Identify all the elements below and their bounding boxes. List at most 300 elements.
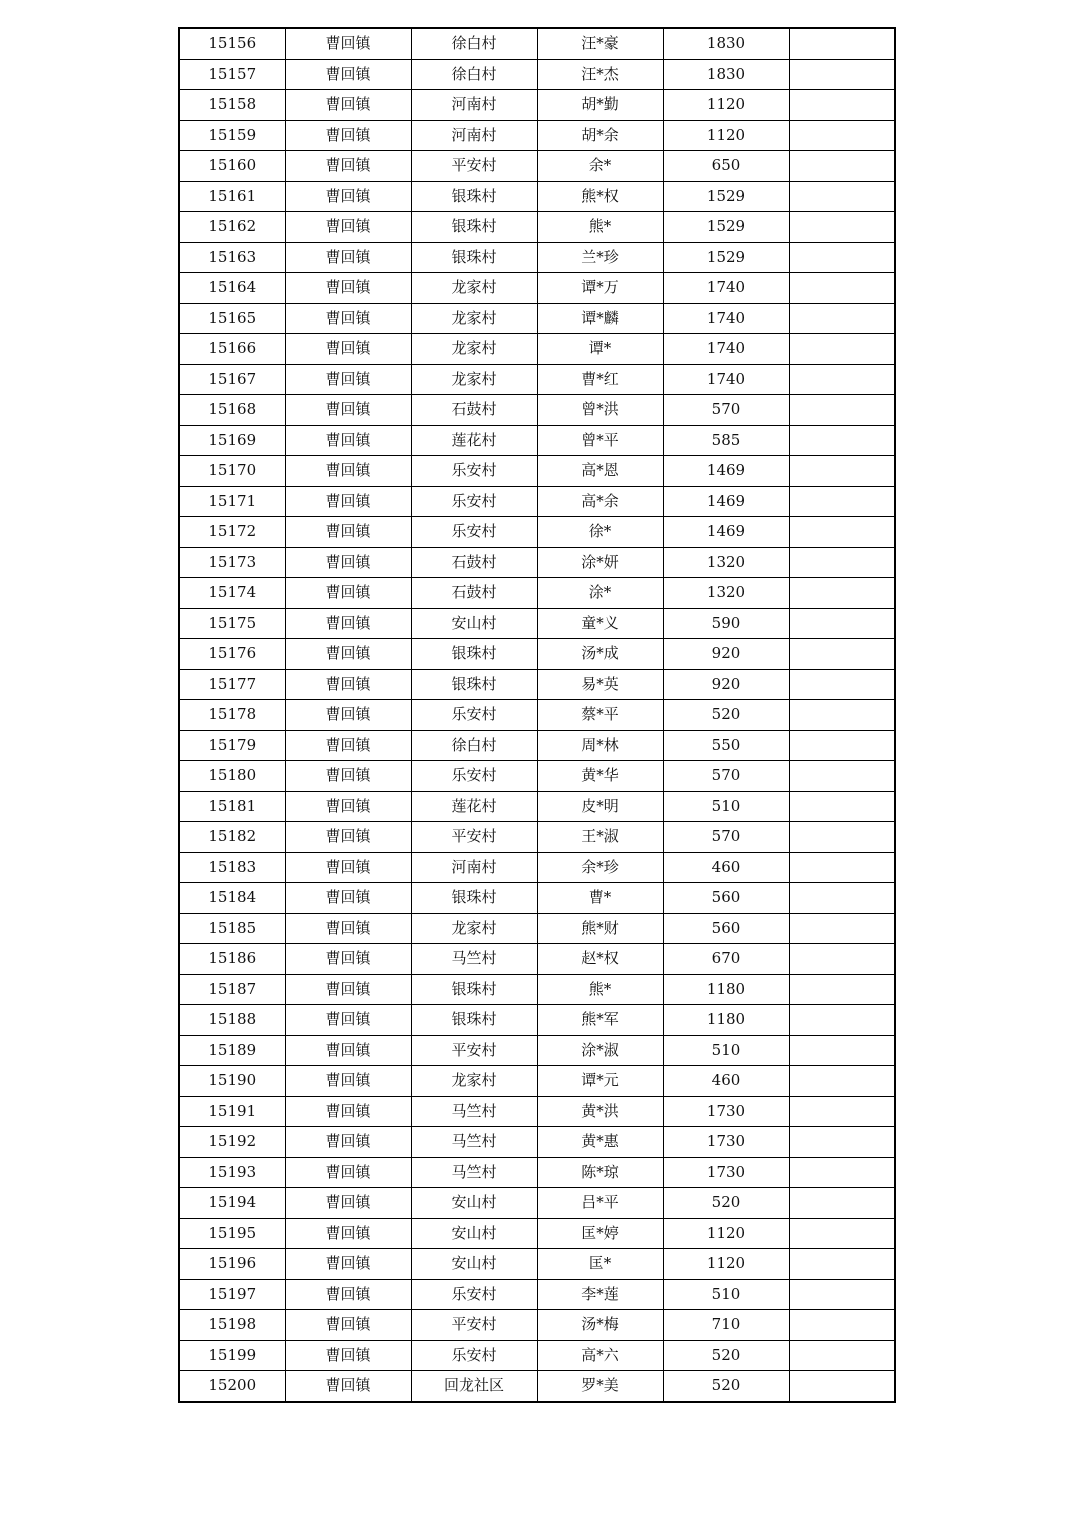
village-cell: 平安村: [411, 151, 537, 182]
town-cell: 曹回镇: [285, 1035, 411, 1066]
table-row: [179, 1279, 895, 1310]
amount-cell: 1740: [663, 273, 789, 304]
name-cell: 王*淑: [537, 822, 663, 853]
row-number-cell: 15177: [179, 669, 285, 700]
village-cell: 平安村: [411, 822, 537, 853]
amount-cell: 1120: [663, 90, 789, 121]
amount-cell: 1740: [663, 364, 789, 395]
name-cell: 黄*洪: [537, 1096, 663, 1127]
town-cell: 曹回镇: [285, 913, 411, 944]
note-cell: [789, 303, 895, 334]
amount-cell: 920: [663, 669, 789, 700]
name-cell: 曹*红: [537, 364, 663, 395]
amount-cell: 570: [663, 822, 789, 853]
town-cell: 曹回镇: [285, 1157, 411, 1188]
note-cell: [789, 639, 895, 670]
row-number-cell: 15157: [179, 59, 285, 90]
town-cell: 曹回镇: [285, 852, 411, 883]
town-cell: 曹回镇: [285, 395, 411, 426]
note-cell: [789, 425, 895, 456]
amount-cell: 510: [663, 1279, 789, 1310]
table-row: [179, 1005, 895, 1036]
table-row: [179, 700, 895, 731]
row-number-cell: 15173: [179, 547, 285, 578]
name-cell: 汤*梅: [537, 1310, 663, 1341]
town-cell: 曹回镇: [285, 517, 411, 548]
row-number-cell: 15183: [179, 852, 285, 883]
village-cell: 安山村: [411, 1218, 537, 1249]
village-cell: 马竺村: [411, 1157, 537, 1188]
village-cell: 银珠村: [411, 181, 537, 212]
village-cell: 乐安村: [411, 1340, 537, 1371]
table-row: [179, 1157, 895, 1188]
name-cell: 汪*杰: [537, 59, 663, 90]
row-number-cell: 15184: [179, 883, 285, 914]
amount-cell: 1730: [663, 1096, 789, 1127]
row-number-cell: 15162: [179, 212, 285, 243]
town-cell: 曹回镇: [285, 1096, 411, 1127]
amount-cell: 1180: [663, 974, 789, 1005]
amount-cell: 1730: [663, 1157, 789, 1188]
note-cell: [789, 1188, 895, 1219]
village-cell: 徐白村: [411, 28, 537, 59]
town-cell: 曹回镇: [285, 1279, 411, 1310]
name-cell: 匡*: [537, 1249, 663, 1280]
town-cell: 曹回镇: [285, 669, 411, 700]
row-number-cell: 15187: [179, 974, 285, 1005]
amount-cell: 520: [663, 1340, 789, 1371]
row-number-cell: 15169: [179, 425, 285, 456]
name-cell: 熊*: [537, 212, 663, 243]
town-cell: 曹回镇: [285, 578, 411, 609]
name-cell: 皮*明: [537, 791, 663, 822]
town-cell: 曹回镇: [285, 1066, 411, 1097]
table-row: [179, 395, 895, 426]
town-cell: 曹回镇: [285, 334, 411, 365]
table-row: [179, 1218, 895, 1249]
village-cell: 安山村: [411, 608, 537, 639]
table-row: [179, 1371, 895, 1402]
note-cell: [789, 1218, 895, 1249]
row-number-cell: 15166: [179, 334, 285, 365]
note-cell: [789, 791, 895, 822]
name-cell: 曾*平: [537, 425, 663, 456]
name-cell: 匡*婷: [537, 1218, 663, 1249]
village-cell: 马竺村: [411, 944, 537, 975]
row-number-cell: 15156: [179, 28, 285, 59]
table-row: [179, 974, 895, 1005]
note-cell: [789, 364, 895, 395]
row-number-cell: 15191: [179, 1096, 285, 1127]
row-number-cell: 15189: [179, 1035, 285, 1066]
note-cell: [789, 1096, 895, 1127]
name-cell: 汪*豪: [537, 28, 663, 59]
note-cell: [789, 517, 895, 548]
town-cell: 曹回镇: [285, 822, 411, 853]
name-cell: 涂*妍: [537, 547, 663, 578]
amount-cell: 585: [663, 425, 789, 456]
village-cell: 龙家村: [411, 303, 537, 334]
row-number-cell: 15164: [179, 273, 285, 304]
name-cell: 涂*: [537, 578, 663, 609]
table-row: [179, 517, 895, 548]
name-cell: 谭*: [537, 334, 663, 365]
row-number-cell: 15197: [179, 1279, 285, 1310]
row-number-cell: 15159: [179, 120, 285, 151]
amount-cell: 1320: [663, 578, 789, 609]
note-cell: [789, 1127, 895, 1158]
note-cell: [789, 578, 895, 609]
amount-cell: 1529: [663, 181, 789, 212]
table-body: [179, 28, 895, 1402]
name-cell: 黄*惠: [537, 1127, 663, 1158]
town-cell: 曹回镇: [285, 1310, 411, 1341]
table-row: [179, 151, 895, 182]
note-cell: [789, 852, 895, 883]
town-cell: 曹回镇: [285, 120, 411, 151]
row-number-cell: 15174: [179, 578, 285, 609]
table-row: [179, 1340, 895, 1371]
amount-cell: 520: [663, 1188, 789, 1219]
name-cell: 高*六: [537, 1340, 663, 1371]
row-number-cell: 15178: [179, 700, 285, 731]
village-cell: 龙家村: [411, 334, 537, 365]
name-cell: 徐*: [537, 517, 663, 548]
row-number-cell: 15195: [179, 1218, 285, 1249]
table-row: [179, 90, 895, 121]
row-number-cell: 15200: [179, 1371, 285, 1402]
note-cell: [789, 456, 895, 487]
name-cell: 余*珍: [537, 852, 663, 883]
note-cell: [789, 151, 895, 182]
amount-cell: 570: [663, 395, 789, 426]
village-cell: 乐安村: [411, 761, 537, 792]
name-cell: 陈*琼: [537, 1157, 663, 1188]
town-cell: 曹回镇: [285, 944, 411, 975]
table-row: [179, 852, 895, 883]
name-cell: 熊*财: [537, 913, 663, 944]
amount-cell: 1740: [663, 334, 789, 365]
name-cell: 谭*元: [537, 1066, 663, 1097]
town-cell: 曹回镇: [285, 883, 411, 914]
village-cell: 徐白村: [411, 730, 537, 761]
table-row: [179, 120, 895, 151]
amount-cell: 510: [663, 791, 789, 822]
table-row: [179, 913, 895, 944]
row-number-cell: 15182: [179, 822, 285, 853]
town-cell: 曹回镇: [285, 700, 411, 731]
table-row: [179, 639, 895, 670]
amount-cell: 1740: [663, 303, 789, 334]
note-cell: [789, 1279, 895, 1310]
town-cell: 曹回镇: [285, 151, 411, 182]
village-cell: 河南村: [411, 852, 537, 883]
village-cell: 乐安村: [411, 517, 537, 548]
town-cell: 曹回镇: [285, 90, 411, 121]
table-row: [179, 1035, 895, 1066]
town-cell: 曹回镇: [285, 303, 411, 334]
name-cell: 熊*军: [537, 1005, 663, 1036]
amount-cell: 560: [663, 883, 789, 914]
row-number-cell: 15196: [179, 1249, 285, 1280]
row-number-cell: 15176: [179, 639, 285, 670]
table-row: [179, 486, 895, 517]
row-number-cell: 15188: [179, 1005, 285, 1036]
town-cell: 曹回镇: [285, 242, 411, 273]
name-cell: 胡*勤: [537, 90, 663, 121]
table-row: [179, 364, 895, 395]
table-row: [179, 425, 895, 456]
town-cell: 曹回镇: [285, 1188, 411, 1219]
name-cell: 周*林: [537, 730, 663, 761]
note-cell: [789, 883, 895, 914]
row-number-cell: 15180: [179, 761, 285, 792]
note-cell: [789, 273, 895, 304]
amount-cell: 1529: [663, 242, 789, 273]
town-cell: 曹回镇: [285, 1371, 411, 1402]
table-row: [179, 578, 895, 609]
name-cell: 余*: [537, 151, 663, 182]
village-cell: 徐白村: [411, 59, 537, 90]
row-number-cell: 15198: [179, 1310, 285, 1341]
town-cell: 曹回镇: [285, 608, 411, 639]
row-number-cell: 15185: [179, 913, 285, 944]
note-cell: [789, 334, 895, 365]
amount-cell: 920: [663, 639, 789, 670]
village-cell: 马竺村: [411, 1096, 537, 1127]
table-row: [179, 1188, 895, 1219]
note-cell: [789, 395, 895, 426]
town-cell: 曹回镇: [285, 974, 411, 1005]
table-row: [179, 944, 895, 975]
village-cell: 乐安村: [411, 486, 537, 517]
row-number-cell: 15172: [179, 517, 285, 548]
name-cell: 罗*美: [537, 1371, 663, 1402]
note-cell: [789, 242, 895, 273]
town-cell: 曹回镇: [285, 273, 411, 304]
town-cell: 曹回镇: [285, 486, 411, 517]
row-number-cell: 15193: [179, 1157, 285, 1188]
amount-cell: 1180: [663, 1005, 789, 1036]
amount-cell: 520: [663, 700, 789, 731]
village-cell: 银珠村: [411, 1005, 537, 1036]
note-cell: [789, 547, 895, 578]
note-cell: [789, 913, 895, 944]
village-cell: 河南村: [411, 90, 537, 121]
name-cell: 高*恩: [537, 456, 663, 487]
table-row: [179, 1310, 895, 1341]
table-row: [179, 181, 895, 212]
amount-cell: 670: [663, 944, 789, 975]
name-cell: 兰*珍: [537, 242, 663, 273]
amount-cell: 550: [663, 730, 789, 761]
town-cell: 曹回镇: [285, 639, 411, 670]
name-cell: 熊*: [537, 974, 663, 1005]
name-cell: 熊*权: [537, 181, 663, 212]
village-cell: 马竺村: [411, 1127, 537, 1158]
amount-cell: 560: [663, 913, 789, 944]
row-number-cell: 15158: [179, 90, 285, 121]
name-cell: 谭*万: [537, 273, 663, 304]
row-number-cell: 15163: [179, 242, 285, 273]
note-cell: [789, 486, 895, 517]
town-cell: 曹回镇: [285, 1218, 411, 1249]
town-cell: 曹回镇: [285, 364, 411, 395]
name-cell: 涂*淑: [537, 1035, 663, 1066]
note-cell: [789, 700, 895, 731]
table-row: [179, 303, 895, 334]
table-row: [179, 1096, 895, 1127]
name-cell: 曹*: [537, 883, 663, 914]
town-cell: 曹回镇: [285, 547, 411, 578]
note-cell: [789, 28, 895, 59]
village-cell: 乐安村: [411, 700, 537, 731]
note-cell: [789, 608, 895, 639]
table-row: [179, 456, 895, 487]
table-row: [179, 334, 895, 365]
row-number-cell: 15161: [179, 181, 285, 212]
note-cell: [789, 90, 895, 121]
row-number-cell: 15175: [179, 608, 285, 639]
amount-cell: 1830: [663, 59, 789, 90]
name-cell: 蔡*平: [537, 700, 663, 731]
note-cell: [789, 1310, 895, 1341]
village-cell: 龙家村: [411, 364, 537, 395]
row-number-cell: 15181: [179, 791, 285, 822]
name-cell: 胡*余: [537, 120, 663, 151]
village-cell: 莲花村: [411, 425, 537, 456]
note-cell: [789, 822, 895, 853]
village-cell: 石鼓村: [411, 395, 537, 426]
note-cell: [789, 1371, 895, 1402]
amount-cell: 460: [663, 1066, 789, 1097]
table-row: [179, 547, 895, 578]
name-cell: 高*余: [537, 486, 663, 517]
table-row: [179, 791, 895, 822]
table-row: [179, 1127, 895, 1158]
table-row: [179, 608, 895, 639]
village-cell: 银珠村: [411, 974, 537, 1005]
village-cell: 平安村: [411, 1310, 537, 1341]
row-number-cell: 15165: [179, 303, 285, 334]
note-cell: [789, 974, 895, 1005]
town-cell: 曹回镇: [285, 28, 411, 59]
note-cell: [789, 1005, 895, 1036]
name-cell: 吕*平: [537, 1188, 663, 1219]
note-cell: [789, 1249, 895, 1280]
note-cell: [789, 1340, 895, 1371]
note-cell: [789, 669, 895, 700]
village-cell: 龙家村: [411, 273, 537, 304]
amount-cell: 710: [663, 1310, 789, 1341]
row-number-cell: 15186: [179, 944, 285, 975]
note-cell: [789, 761, 895, 792]
row-number-cell: 15179: [179, 730, 285, 761]
amount-cell: 1120: [663, 120, 789, 151]
village-cell: 安山村: [411, 1249, 537, 1280]
row-number-cell: 15170: [179, 456, 285, 487]
village-cell: 石鼓村: [411, 547, 537, 578]
amount-cell: 590: [663, 608, 789, 639]
name-cell: 李*莲: [537, 1279, 663, 1310]
note-cell: [789, 1035, 895, 1066]
table-row: [179, 730, 895, 761]
table-row: [179, 1249, 895, 1280]
town-cell: 曹回镇: [285, 1127, 411, 1158]
village-cell: 河南村: [411, 120, 537, 151]
note-cell: [789, 120, 895, 151]
village-cell: 乐安村: [411, 456, 537, 487]
table-row: [179, 669, 895, 700]
row-number-cell: 15167: [179, 364, 285, 395]
table-row: [179, 273, 895, 304]
town-cell: 曹回镇: [285, 1340, 411, 1371]
village-cell: 莲花村: [411, 791, 537, 822]
name-cell: 赵*权: [537, 944, 663, 975]
town-cell: 曹回镇: [285, 791, 411, 822]
amount-cell: 570: [663, 761, 789, 792]
amount-cell: 1469: [663, 456, 789, 487]
village-cell: 回龙社区: [411, 1371, 537, 1402]
village-cell: 银珠村: [411, 639, 537, 670]
note-cell: [789, 730, 895, 761]
table-row: [179, 883, 895, 914]
town-cell: 曹回镇: [285, 425, 411, 456]
amount-cell: 460: [663, 852, 789, 883]
data-table: [178, 27, 896, 1403]
row-number-cell: 15160: [179, 151, 285, 182]
amount-cell: 1469: [663, 517, 789, 548]
row-number-cell: 15194: [179, 1188, 285, 1219]
row-number-cell: 15190: [179, 1066, 285, 1097]
town-cell: 曹回镇: [285, 1249, 411, 1280]
note-cell: [789, 1157, 895, 1188]
table-row: [179, 242, 895, 273]
town-cell: 曹回镇: [285, 181, 411, 212]
village-cell: 安山村: [411, 1188, 537, 1219]
note-cell: [789, 212, 895, 243]
town-cell: 曹回镇: [285, 1005, 411, 1036]
name-cell: 谭*麟: [537, 303, 663, 334]
amount-cell: 520: [663, 1371, 789, 1402]
row-number-cell: 15171: [179, 486, 285, 517]
town-cell: 曹回镇: [285, 212, 411, 243]
table-row: [179, 822, 895, 853]
row-number-cell: 15192: [179, 1127, 285, 1158]
village-cell: 龙家村: [411, 913, 537, 944]
town-cell: 曹回镇: [285, 456, 411, 487]
name-cell: 易*英: [537, 669, 663, 700]
village-cell: 银珠村: [411, 242, 537, 273]
row-number-cell: 15199: [179, 1340, 285, 1371]
table-row: [179, 212, 895, 243]
note-cell: [789, 59, 895, 90]
amount-cell: 1529: [663, 212, 789, 243]
amount-cell: 1830: [663, 28, 789, 59]
amount-cell: 650: [663, 151, 789, 182]
town-cell: 曹回镇: [285, 761, 411, 792]
note-cell: [789, 181, 895, 212]
amount-cell: 1469: [663, 486, 789, 517]
table-row: [179, 59, 895, 90]
village-cell: 乐安村: [411, 1279, 537, 1310]
amount-cell: 1120: [663, 1249, 789, 1280]
village-cell: 银珠村: [411, 669, 537, 700]
name-cell: 童*义: [537, 608, 663, 639]
name-cell: 汤*成: [537, 639, 663, 670]
village-cell: 石鼓村: [411, 578, 537, 609]
name-cell: 黄*华: [537, 761, 663, 792]
